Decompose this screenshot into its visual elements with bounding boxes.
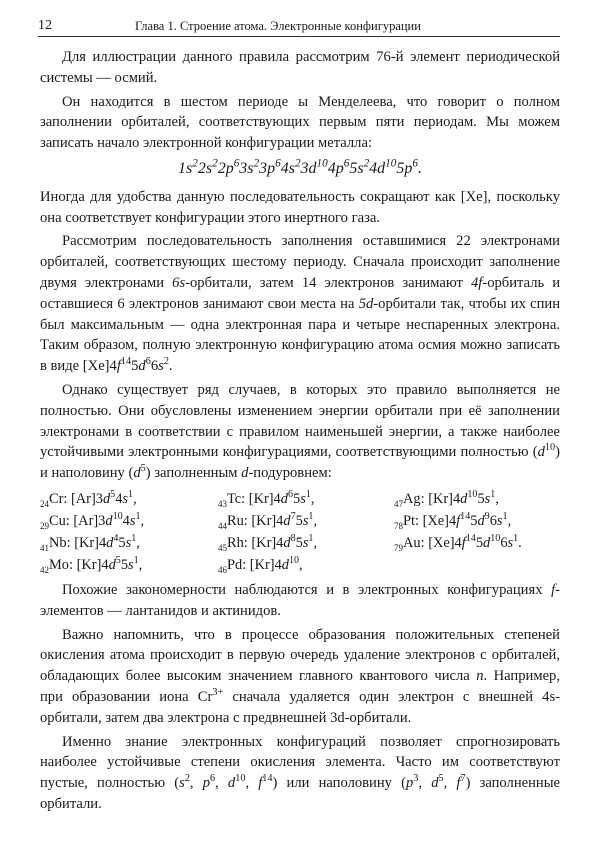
element-symbol: Ag: <box>403 490 429 507</box>
atomic-number: 43 <box>218 498 227 509</box>
orbital-occupancy: 6 <box>343 157 350 170</box>
atomic-number: 42 <box>40 564 49 575</box>
orbital-term: 3d <box>300 159 317 177</box>
element-config-pt: $_{78}$Pt: $[Xe]4f^{14}5d^96s^1$, <box>394 511 512 531</box>
element-config-tc: $_{43}$Tc: $[Kr]4d^65s^1$, <box>218 489 315 509</box>
atomic-number: 45 <box>218 542 227 553</box>
element-symbol: Au: <box>403 534 429 551</box>
element-symbol: Cr: <box>49 490 71 507</box>
orbital-occupancy: 2 <box>294 157 301 170</box>
atomic-number: 47 <box>394 498 403 509</box>
atomic-number: 46 <box>218 564 227 575</box>
orbital-term: 2s <box>197 159 213 177</box>
element-symbol: Pd: <box>227 556 250 573</box>
element-config-mo: $_{42}$Mo: $[Kr]4d^55s^1$, <box>40 555 143 575</box>
element-symbol: Pt: <box>403 512 423 529</box>
atomic-number: 24 <box>40 498 49 509</box>
chapter-title: Глава 1. Строение атома. Электронные конфигурации <box>135 19 421 33</box>
element-config-cu: $_{29}$Cu: $[Ar]3d^{10}4s^1$, <box>40 511 145 531</box>
element-config-cr: $_{24}$Cr: $[Ar]3d^54s^1$, <box>40 489 137 509</box>
element-config-rh: $_{45}$Rh: $[Kr]4d^85s^1$, <box>218 533 318 553</box>
orbital-term: 3s <box>239 159 254 177</box>
atomic-number: 41 <box>40 542 49 553</box>
element-symbol: Ru: <box>227 512 252 529</box>
element-config-pd: $_{46}$Pd: $[Kr]4d^{10}$, <box>218 555 303 575</box>
osmium-full-configuration: $[Xe]4f^{14}5d^66s^2$. <box>82 356 173 375</box>
paragraph-1: Для иллюстрации данного правила рассмотрим 76-й элемент периодической системы — осмий. <box>40 49 560 86</box>
orbital-term: 3p <box>259 159 276 177</box>
element-config-ag: $_{47}$Ag: $[Kr]4d^{10}5s^1$, <box>394 489 499 509</box>
atomic-number: 78 <box>394 520 403 531</box>
paragraph-2: Он находится в шестом периоде ы Менделеева, что говорит о полном заполнении орбиталей, соответствующих первым пяти периодам. Мы можем записать начало электронной конфигурации металла: <box>40 93 560 152</box>
element-symbol: Nb: <box>49 534 75 551</box>
orbital-term: 4d <box>369 159 386 177</box>
element-config-nb: $_{41}$Nb: $[Kr]4d^45s^1$, <box>40 533 140 553</box>
orbital-occupancy: 2 <box>363 157 370 170</box>
header-rule <box>38 36 560 37</box>
atomic-number: 29 <box>40 520 49 531</box>
element-config-au: $_{79}$Au: $[Xe]4f^{14}5d^{10}6s^1$. <box>394 533 522 553</box>
paragraph-3: Иногда для удобства данную последовательность сокращают как [Xe], поскольку она соответствует конфигурации этого инертного газа. <box>40 188 560 226</box>
atomic-number: 44 <box>218 520 227 531</box>
orbital-term: 5s <box>349 159 364 177</box>
orbital-occupancy: 2 <box>212 157 218 170</box>
osmium-partial-configuration: $1s^22s^22p^63s^23p^64s^23d^{10}4p^65s^24d^{10}5p^6$. <box>178 157 422 177</box>
orbital-occupancy: 2 <box>253 157 260 170</box>
orbital-term: 2p <box>217 159 234 177</box>
orbital-term: 4p <box>327 159 344 177</box>
element-configurations-list <box>40 490 560 575</box>
main-text <box>40 47 560 818</box>
paragraph-8: Именно знание электронных конфигураций позволяет спрогнозировать наиболее устойчивые степени окисления элемента. Часто им соответствуют пустые, полностью ($s^2$, $p^6$, $d^{10}$, $f^{14}$) или наполовину ($p^3$, $d^5$, $f^7$) заполненные орбитали. <box>40 733 561 812</box>
orbital-occupancy: 10 <box>385 157 397 170</box>
element-symbol: Mo: <box>49 556 77 573</box>
element-symbol: Cu: <box>49 512 74 529</box>
orbital-occupancy: 6 <box>233 157 240 170</box>
orbital-occupancy: 6 <box>275 157 281 170</box>
paragraph-5: Однако существует ряд случаев, в которых это правило выполняется не полностью. Они обусловлены изменением энергии орбитали при её заполнении электронами в соответствии с правилом наименьшей энергии, а также наиболее устойчивыми электронными конфигурациями, соответствующими полностью $(d^{10})$ и наполовину $(d^5)$ заполненным d-подуровнем: <box>40 381 560 482</box>
atomic-number: 79 <box>394 542 403 553</box>
orbital-occupancy: 6 <box>412 157 418 170</box>
page-number: 12 <box>38 18 52 33</box>
element-symbol: Rh: <box>227 534 252 551</box>
orbital-occupancy: 10 <box>316 157 328 170</box>
paragraph-4: Рассмотрим последовательность заполнения оставшимися 22 электронами орбиталей, соответствующих шестому периоду. Сначала происходит заполнение двумя электронами 6s-орбитали, затем 14 электронов занимают 4f-орбиталь и оставшиеся 6 электронов занимают свои места на 5d-орбитали так, чтобы их спин был максимальным — одна электронная пара и четыре неспаренных электрона. Таким образом, полную электронную конфигурацию атома осмия можно записать в виде $[Xe]4f^{14}5d^66s^2$. <box>40 233 561 375</box>
running-header <box>38 16 560 38</box>
orbital-term: 4s <box>280 159 295 177</box>
paragraph-6: Похожие закономерности наблюдаются и в электронных конфигурациях f-элементов — лантанидов и актинидов. <box>40 581 560 619</box>
element-symbol: Tc: <box>227 490 249 507</box>
orbital-term: 1s <box>178 159 193 177</box>
element-config-ru: $_{44}$Ru: $[Kr]4d^75s^1$, <box>218 511 318 531</box>
orbital-occupancy: 2 <box>192 157 198 170</box>
orbital-term: 5p <box>396 159 413 177</box>
paragraph-7: Важно напомнить, что в процессе образования положительных степеней окисления атома происходит в первую очередь удаление электронов с орбиталей, обладающих более высоким значением главного квантового числа n. Например, при образовании иона $Cr^{3+}$ сначала удаляется один электрон с внешней 4s-орбитали, затем два электрона с предвнешней 3d-орбитали. <box>40 626 561 726</box>
